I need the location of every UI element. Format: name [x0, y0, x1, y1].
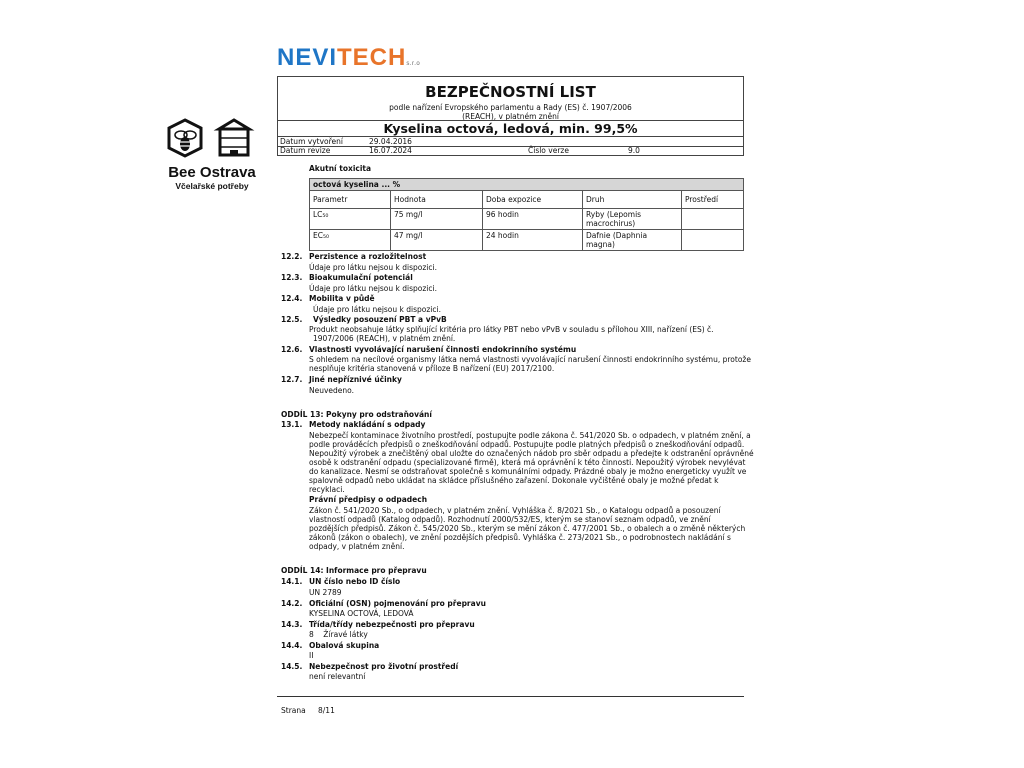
- section-title: Jiné nepříznivé účinky: [309, 375, 402, 384]
- created-date-label: Datum vytvoření: [280, 137, 343, 146]
- table-cell-species: Dafnie (Daphnia magna): [583, 230, 682, 251]
- table-cell-species: [583, 209, 682, 230]
- paragraph-line: odpady, v platném znění.: [309, 542, 405, 551]
- table-title: octová kyselina ... %: [310, 179, 744, 191]
- paragraph-line: spalovně odpadů nebo ukládat na skládce příslušného zařazení. Dokonale vyčištěné obaly je možné předat k: [309, 476, 719, 485]
- acute-toxicity-table: [309, 178, 744, 251]
- section-text: UN 2789: [309, 588, 342, 597]
- page-label: Strana: [281, 706, 306, 715]
- paragraph-line: do kanalizace. Nesmí se odstraňovat společně s komunálními odpady. Prázdné obaly je možno energeticky využít ve: [309, 467, 747, 476]
- footer-divider: [277, 696, 744, 697]
- section-number: 14.2.: [281, 599, 303, 608]
- section-title: Mobilita v půdě: [309, 294, 375, 303]
- table-cell-exposure: 96 hodin: [483, 209, 583, 230]
- section-text: Neuvedeno.: [309, 386, 354, 395]
- paragraph-line: pozdějších předpisů. Zákon č. 545/2020 Sb., kterým se mění zákon č. 477/2001 Sb., o obalech a o změně některých: [309, 524, 746, 533]
- section-text: Údaje pro látku nejsou k dispozici.: [313, 305, 441, 314]
- column-header: Doba expozice: [483, 191, 583, 209]
- section-title: Vlastnosti vyvolávající narušení činnosti endokrinního systému: [309, 345, 577, 354]
- section-number: 14.4.: [281, 641, 303, 650]
- section-13-heading: ODDÍL 13: Pokyny pro odstraňování: [281, 410, 432, 419]
- paragraph-line: podle prováděcích předpisů o zneškodňování odpadů. Postupujte podle platných předpisů o zneškodňování odpadů.: [309, 440, 745, 449]
- section-text: KYSELINA OCTOVÁ, LEDOVÁ: [309, 609, 414, 618]
- revision-date-value: 16.07.2024: [369, 146, 412, 155]
- species-line2: macrochirus): [586, 219, 636, 228]
- table-cell-exposure: 24 hodin: [483, 230, 583, 251]
- section-title: Oficiální (OSN) pojmenování pro přepravu: [309, 599, 486, 608]
- version-label: Číslo verze: [528, 146, 569, 155]
- species-line1: Ryby (Lepomis: [586, 210, 642, 219]
- table-cell-param: EC₅₀: [310, 230, 391, 251]
- bee-ostrava-tagline: Včelařské potřeby: [175, 181, 249, 191]
- page-number: 8/11: [318, 706, 335, 715]
- table-row: [310, 230, 744, 251]
- column-header: Prostředí: [682, 191, 744, 209]
- section-number: 12.5.: [281, 315, 303, 324]
- header-divider: [278, 146, 743, 147]
- section-number: 12.3.: [281, 273, 303, 282]
- nevitech-logo-sro: s.r.o: [406, 61, 421, 67]
- section-number: 14.1.: [281, 577, 303, 586]
- paragraph-line: osobě k odstranění odpadu (specializované firmě), která má oprávnění k této činnosti. Nepoužitý výrobek nevylévat: [309, 458, 746, 467]
- section-title: Obalová skupina: [309, 641, 380, 650]
- section-title: Třída/třídy nebezpečnosti pro přepravu: [309, 620, 475, 629]
- section-title: UN číslo nebo ID číslo: [309, 577, 401, 586]
- created-date-value: 29.04.2016: [369, 137, 412, 146]
- bee-ostrava-logo: [157, 117, 267, 197]
- column-header: Hodnota: [391, 191, 483, 209]
- column-header: Parametr: [310, 191, 391, 209]
- table-title-row: [310, 179, 744, 191]
- section-text: 8 Žíravé látky: [309, 630, 368, 639]
- bee-ostrava-name: Bee Ostrava: [168, 164, 256, 181]
- column-header: Druh: [583, 191, 682, 209]
- document-subtitle-line1: podle nařízení Evropského parlamentu a Rady (ES) č. 1907/2006: [389, 103, 632, 112]
- section-title: Perzistence a rozložitelnost: [309, 252, 427, 261]
- section-text: S ohledem na necílové organismy látka nemá vlastnosti vyvolávající narušení činnosti endokrinního systému, protože: [309, 355, 751, 364]
- header-divider: [278, 136, 743, 137]
- section-title: Nebezpečnost pro životní prostředí: [309, 662, 459, 671]
- section-14-heading: ODDÍL 14: Informace pro přepravu: [281, 566, 427, 575]
- table-cell-param: LC₅₀: [310, 209, 391, 230]
- section-text: Údaje pro látku nejsou k dispozici.: [309, 263, 437, 272]
- section-text: Produkt neobsahuje látky splňující kritéria pro látky PBT nebo vPvB v souladu s přílohou XIII, nařízení (ES) č.: [309, 325, 714, 334]
- section-text: 1907/2006 (REACH), v platném znění.: [313, 334, 456, 343]
- document-header: [277, 76, 744, 156]
- document-title: BEZPEČNOSTNÍ LIST: [425, 83, 596, 101]
- section-number: 14.5.: [281, 662, 303, 671]
- paragraph-line: Zákon č. 541/2020 Sb., o odpadech, v platném znění. Vyhláška č. 8/2021 Sb., o Katalogu odpadů a posouzení: [309, 506, 721, 515]
- bee-icon: [157, 117, 267, 165]
- section-text: není relevantní: [309, 672, 366, 681]
- paragraph-line: vlastností odpadů (Katalog odpadů). Rozhodnutí 2000/532/ES, kterým se stanoví seznam odpadů, ve znění: [309, 515, 711, 524]
- product-name: Kyselina octová, ledová, min. 99,5%: [383, 121, 638, 136]
- acute-toxicity-heading: Akutní toxicita: [309, 164, 372, 173]
- paragraph-line: recyklaci.: [309, 485, 345, 494]
- section-text: Údaje pro látku nejsou k dispozici.: [309, 284, 437, 293]
- table-header-row: [310, 191, 744, 209]
- nevitech-logo: [277, 44, 420, 72]
- paragraph-line: Nepoužitý výrobek a znečištěný obal uložte do označených nádob pro sběr odpadu a předejte k odstranění oprávněné: [309, 449, 754, 458]
- section-title: Výsledky posouzení PBT a vPvB: [313, 315, 447, 324]
- section-title: Bioakumulační potenciál: [309, 273, 413, 282]
- section-number: 12.7.: [281, 375, 303, 384]
- nevitech-logo-part1: NEVI: [277, 44, 338, 71]
- table-cell-env: [682, 209, 744, 230]
- section-text: nesplňuje kritéria stanovená v příloze B nařízení (EU) 2017/2100.: [309, 364, 555, 373]
- legal-regulations-title: Právní předpisy o odpadech: [309, 495, 428, 504]
- paragraph-line: Nebezpečí kontaminace životního prostředí, postupujte podle zákona č. 541/2020 Sb. o odpadech, v platném znění, a: [309, 431, 751, 440]
- document-subtitle-line2: (REACH), v platném znění: [462, 112, 559, 121]
- section-number: 14.3.: [281, 620, 303, 629]
- table-cell-value: 47 mg/l: [391, 230, 483, 251]
- section-text: II: [309, 651, 314, 660]
- table-cell-value: 75 mg/l: [391, 209, 483, 230]
- table-row: [310, 209, 744, 230]
- section-title: Metody nakládání s odpady: [309, 420, 426, 429]
- section-number: 12.4.: [281, 294, 303, 303]
- section-number: 12.2.: [281, 252, 303, 261]
- version-value: 9.0: [628, 146, 640, 155]
- section-number: 12.6.: [281, 345, 303, 354]
- table-cell-env: [682, 230, 744, 251]
- revision-date-label: Datum revize: [280, 146, 331, 155]
- nevitech-logo-part2: TECH: [337, 44, 407, 71]
- section-number: 13.1.: [281, 420, 303, 429]
- paragraph-line: zákonů (zákon o obalech), ve znění pozdějších předpisů. Vyhláška č. 273/2021 Sb., o podrobnostech nakládání s: [309, 533, 731, 542]
